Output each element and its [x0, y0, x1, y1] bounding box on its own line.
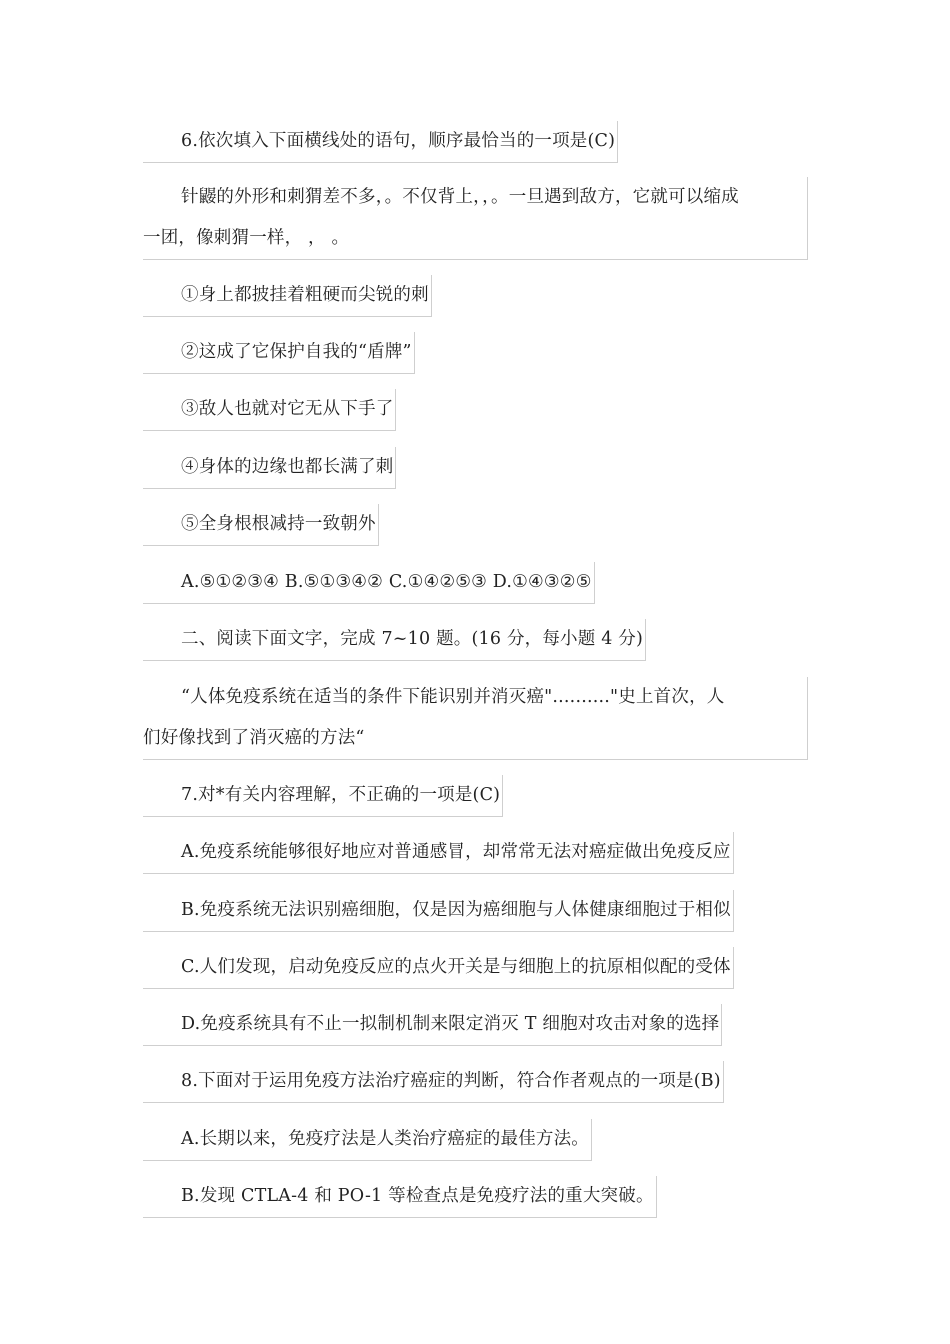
sentence-option-4: [143, 447, 396, 489]
question-8-option-b: [143, 1176, 657, 1218]
question-7-option-c: [143, 947, 734, 989]
paragraph-text: D.免疫系统具有不止一拟制机制来限定消灭 T 细胞对攻击对象的选择: [181, 1014, 720, 1034]
paragraph-text: ⑤全身根根减持一致朝外: [181, 514, 376, 534]
question-7-stem: [143, 775, 503, 817]
paragraph-text: ④身体的边缘也都长满了刺: [181, 457, 394, 477]
question-7-option-d: [143, 1004, 722, 1046]
paragraph-text: C.人们发现，启动免疫反应的点火开关是与细胞上的抗原相似配的受体: [181, 957, 731, 977]
section-two-heading: [143, 619, 646, 661]
paragraph-text: 二、阅读下面文字，完成 7~10 题。(16 分，每小题 4 分): [181, 629, 644, 649]
paragraph-text: 8.下面对于运用免疫方法治疗癌症的判断，符合作者观点的一项是(B): [181, 1071, 721, 1091]
paragraph-line: “人体免疫系统在适当的条件下能识别并消灭癌".........."史上首次，人: [181, 687, 725, 707]
paragraph-text: ①身上都披挂着粗硬而尖锐的刺: [181, 285, 429, 305]
question-7-option-b: [143, 890, 734, 932]
sentence-option-1: [143, 275, 432, 317]
question-8-stem: [143, 1061, 724, 1103]
paragraph-line: 们好像找到了消灭癌的方法“: [143, 728, 365, 748]
paragraph-text: A.免疫系统能够很好地应对普通感冒，却常常无法对癌症做出免疫反应: [181, 842, 731, 862]
paragraph-text: ③敌人也就对它无从下手了: [181, 399, 394, 419]
paragraph-text: 7.对*有关内容理解，不正确的一项是(C): [181, 785, 501, 805]
question-6-passage: [143, 177, 808, 260]
question-6-stem: [143, 121, 618, 163]
paragraph-text: A.⑤①②③④ B.⑤①③④② C.①④②⑤③ D.①④③②⑤: [181, 572, 592, 592]
paragraph-text: B.发现 CTLA-4 和 PO-1 等检查点是免疫疗法的重大突破。: [181, 1186, 654, 1206]
paragraph-line: 一团，像刺猬一样， ， 。: [143, 228, 350, 248]
paragraph-text: ②这成了它保护自我的“盾牌”: [181, 342, 412, 362]
paragraph-line: 针鼹的外形和刺猬差不多，。不仅背上，，。一旦遇到敌方，它就可以缩成: [181, 187, 739, 207]
reading-passage-excerpt: [143, 677, 808, 760]
sentence-option-2: [143, 332, 415, 374]
paragraph-text: A.长期以来，免疫疗法是人类治疗癌症的最佳方法。: [181, 1129, 589, 1149]
sentence-option-3: [143, 389, 396, 431]
question-7-option-a: [143, 832, 734, 874]
sentence-option-5: [143, 504, 379, 546]
question-6-choices: [143, 562, 595, 604]
question-8-option-a: [143, 1119, 592, 1161]
paragraph-text: 6.依次填入下面横线处的语句，顺序最恰当的一项是(C): [181, 131, 616, 151]
paragraph-text: B.免疫系统无法识别癌细胞，仅是因为癌细胞与人体健康细胞过于相似: [181, 900, 731, 920]
